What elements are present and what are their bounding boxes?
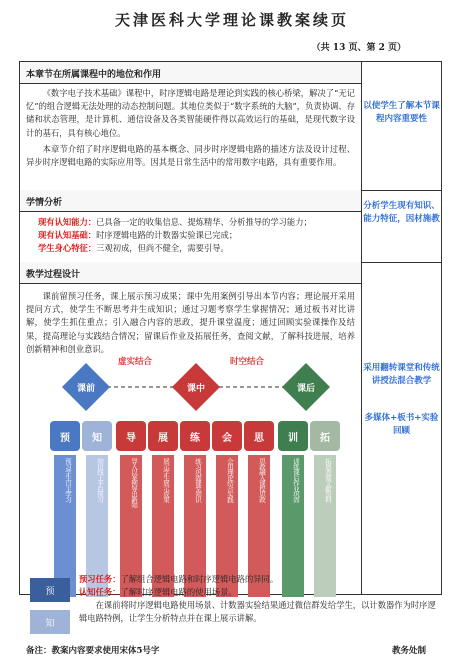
analysis-text: 三观初成，但尚不健全，需要引导。	[96, 243, 229, 253]
method-note: 采用翻转课堂和传统讲授法混合教学	[363, 363, 440, 386]
cap-train: 训	[278, 421, 308, 451]
task-block	[19, 573, 442, 625]
task-paragraph: 在课前将时序逻辑电路使用场景、计数器实验结果通过微信群发给学生，以计数器作为时序逻辑电路特例，让学生分析特点并在课上展示讲解。	[79, 600, 436, 623]
analysis-item	[20, 242, 361, 255]
link-virtual-real: 虚实结合	[118, 357, 153, 367]
tag-preview: 预	[30, 578, 70, 602]
task-text: 了解组合逻辑电路和时序逻辑电路的异同。	[120, 574, 279, 584]
section-title: 教学过程设计	[20, 262, 361, 284]
task-label: 认知任务：	[79, 587, 121, 597]
col-extend: 拓展查阅文献资料	[314, 455, 336, 597]
cap-practice: 练	[180, 421, 210, 451]
col-train: 训练课后作业巩固	[282, 455, 304, 597]
activity-columns	[46, 417, 342, 585]
analysis-note: 分析学生现有知识、能力特征，因材施教	[363, 201, 440, 224]
media-note: 多媒体+板书+实验回顾	[364, 413, 439, 436]
footer-office: 教务处制	[391, 646, 426, 656]
position-note: 以使学生了解本节课程内容重要性	[363, 101, 440, 124]
section-title: 本章节在所属课程中的地位和作用	[20, 62, 361, 84]
analysis-label: 学生身心特征：	[38, 243, 97, 253]
analysis-label: 现有认知基础：	[38, 230, 97, 240]
stage-before: 课前	[76, 384, 95, 394]
task-line	[19, 586, 442, 599]
cap-know: 知	[82, 421, 112, 451]
analysis-text: 已具备一定的收集信息、提炼精华、分析推导的学习能力；	[96, 217, 312, 227]
col-preview: 预习学生自主学习	[54, 455, 76, 597]
page-title: 天津医科大学理论课教案续页	[114, 11, 349, 29]
task-text: 了解时序逻辑电路的使用场景。	[120, 587, 237, 597]
col-think: 思政融入课程思政	[248, 455, 270, 597]
section-title: 学情分析	[20, 190, 361, 212]
cap-guide: 导	[116, 421, 146, 451]
footer-note: 备注：教案内容要求使用宋体5号字	[26, 646, 160, 656]
task-label: 预习任务：	[79, 574, 121, 584]
position-paragraph-2: 本章节介绍了时序逻辑电路的基本概念、同步时序逻辑电路的描述方法及设计过程、异步时序逻辑电路的实际应用等。因其是日常生活中的常用数字电路，具有重要作用。	[26, 143, 355, 168]
analysis-item	[20, 216, 361, 229]
analysis-text: 时序逻辑电路的计数器实验课已完成；	[96, 230, 238, 240]
col-apply: 会用理论结合实践	[216, 455, 238, 597]
analysis-section	[20, 190, 361, 262]
tag-know: 知	[30, 610, 70, 634]
col-show: 展示学生展示成果	[152, 455, 174, 597]
cap-apply: 会	[212, 421, 242, 451]
analysis-label: 现有认知能力：	[38, 217, 97, 227]
link-time-space: 时空结合	[230, 357, 265, 367]
task-line	[19, 573, 442, 586]
teaching-flow-diagram	[46, 355, 342, 585]
stage-after: 课后	[296, 384, 315, 394]
position-paragraph-1: 《数字电子技术基础》课程中，时序逻辑电路是理论到实践的核心桥梁，解决了“无记忆”的组合逻辑无法处理的动态控制问题。其地位类似于“数字系统的大脑”，负责协调、存储和状态管理，是计算机、通信设备及各类智能硬件得以高效运行的基础，是现代数字设计的基石，具有核心地位。	[26, 88, 355, 138]
col-know: 知识线上平台预习	[86, 455, 108, 597]
process-paragraph: 课前留预习任务，课上展示预习成果；课中先用案例引导出本节内容；理论展开采用提问方式，使学生不断思考并生成知识；通过习题考察学生掌握情况；通过板书对比讲解，使学生抓住重点；引入融合内容的思政，提升课堂温度；通过回顾实验课操作及结果，提高理论与实践结合情况；留课后作业及拓展任务，查阅文献，了解科技进展，培养创新精神和创业意识。	[26, 291, 355, 354]
footer	[26, 644, 436, 656]
process-section	[20, 262, 361, 356]
note-column	[362, 62, 441, 594]
cap-preview: 预	[50, 421, 80, 451]
analysis-item	[20, 229, 361, 242]
col-guide: 导入以案例导出新知	[120, 455, 142, 597]
page-info: （共 13 页、第 2 页）	[311, 43, 406, 53]
cap-extend: 拓	[310, 421, 340, 451]
position-section	[20, 62, 361, 190]
stage-during: 课中	[186, 384, 205, 394]
cap-show: 展	[148, 421, 178, 451]
cap-think: 思	[244, 421, 274, 451]
col-practice: 练习巩固课堂知识	[184, 455, 206, 597]
